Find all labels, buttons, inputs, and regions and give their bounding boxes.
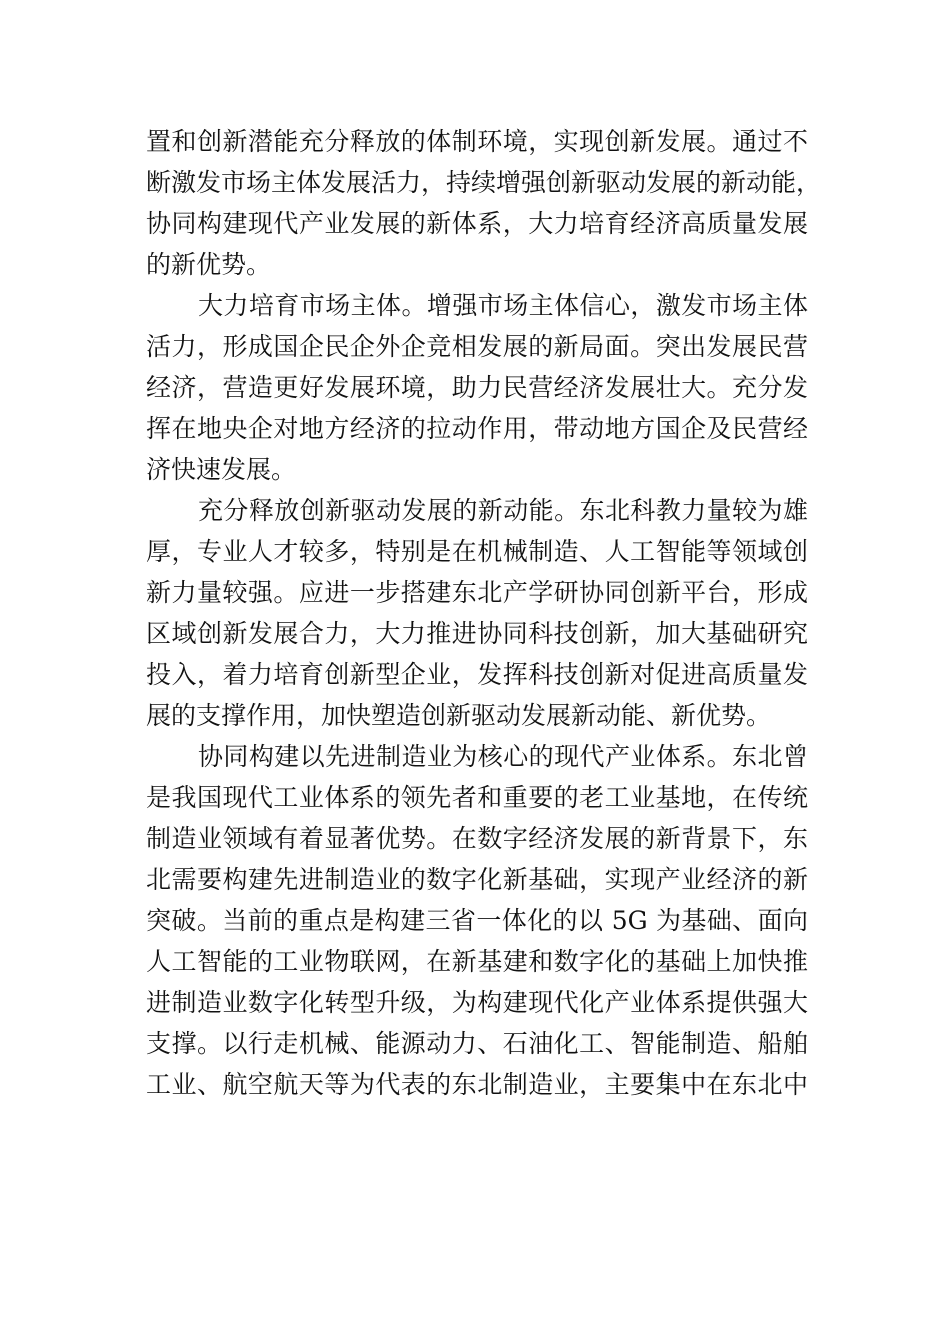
- paragraph-4-line-5: 突破。当前的重点是构建三省一体化的以 5G 为基础、面向: [146, 906, 808, 935]
- paragraph-4-line-9: 工业、航空航天等为代表的东北制造业，主要集中在东北中: [146, 1070, 808, 1099]
- paragraph-2-line-3: 经济，营造更好发展环境，助力民营经济发展壮大。充分发: [146, 373, 808, 402]
- paragraph-2-line-5: 济快速发展。: [146, 455, 297, 484]
- paragraph-3-line-6: 展的支撑作用，加快塑造创新驱动发展新动能、新优势。: [146, 701, 772, 730]
- paragraph-1-line-4: 的新优势。: [146, 250, 272, 279]
- paragraph-4-line-7: 进制造业数字化转型升级，为构建现代化产业体系提供强大: [146, 988, 808, 1017]
- paragraph-3-line-1: 充分释放创新驱动发展的新动能。东北科教力量较为雄: [198, 496, 808, 525]
- paragraph-1-line-3: 协同构建现代产业发展的新体系，大力培育经济高质量发展: [146, 209, 808, 238]
- paragraph-3-line-3: 新力量较强。应进一步搭建东北产学研协同创新平台，形成: [146, 578, 808, 607]
- body-text: [146, 121, 822, 1105]
- paragraph-1-line-1: 置和创新潜能充分释放的体制环境，实现创新发展。通过不: [146, 127, 808, 156]
- paragraph-4-line-8: 支撑。以行走机械、能源动力、石油化工、智能制造、船舶: [146, 1029, 808, 1058]
- paragraph-4-line-4: 北需要构建先进制造业的数字化新基础，实现产业经济的新: [146, 865, 808, 894]
- paragraph-2-line-4: 挥在地央企对地方经济的拉动作用，带动地方国企及民营经: [146, 414, 808, 443]
- paragraph-2-line-2: 活力，形成国企民企外企竞相发展的新局面。突出发展民营: [146, 332, 808, 361]
- paragraph-3-line-5: 投入，着力培育创新型企业，发挥科技创新对促进高质量发: [146, 660, 808, 689]
- paragraph-3-line-2: 厚，专业人才较多，特别是在机械制造、人工智能等领域创: [146, 537, 808, 566]
- paragraph-2-line-1: 大力培育市场主体。增强市场主体信心，激发市场主体: [198, 291, 808, 320]
- paragraph-4-line-6: 人工智能的工业物联网，在新基建和数字化的基础上加快推: [146, 947, 808, 976]
- paragraph-1-line-2: 断激发市场主体发展活力，持续增强创新驱动发展的新动能，: [146, 168, 822, 197]
- paragraph-4-line-1: 协同构建以先进制造业为核心的现代产业体系。东北曾: [198, 742, 808, 771]
- paragraph-4-line-2: 是我国现代工业体系的领先者和重要的老工业基地，在传统: [146, 783, 808, 812]
- paragraph-4-line-3: 制造业领域有着显著优势。在数字经济发展的新背景下，东: [146, 824, 808, 853]
- paragraph-3-line-4: 区域创新发展合力，大力推进协同科技创新，加大基础研究: [146, 619, 808, 648]
